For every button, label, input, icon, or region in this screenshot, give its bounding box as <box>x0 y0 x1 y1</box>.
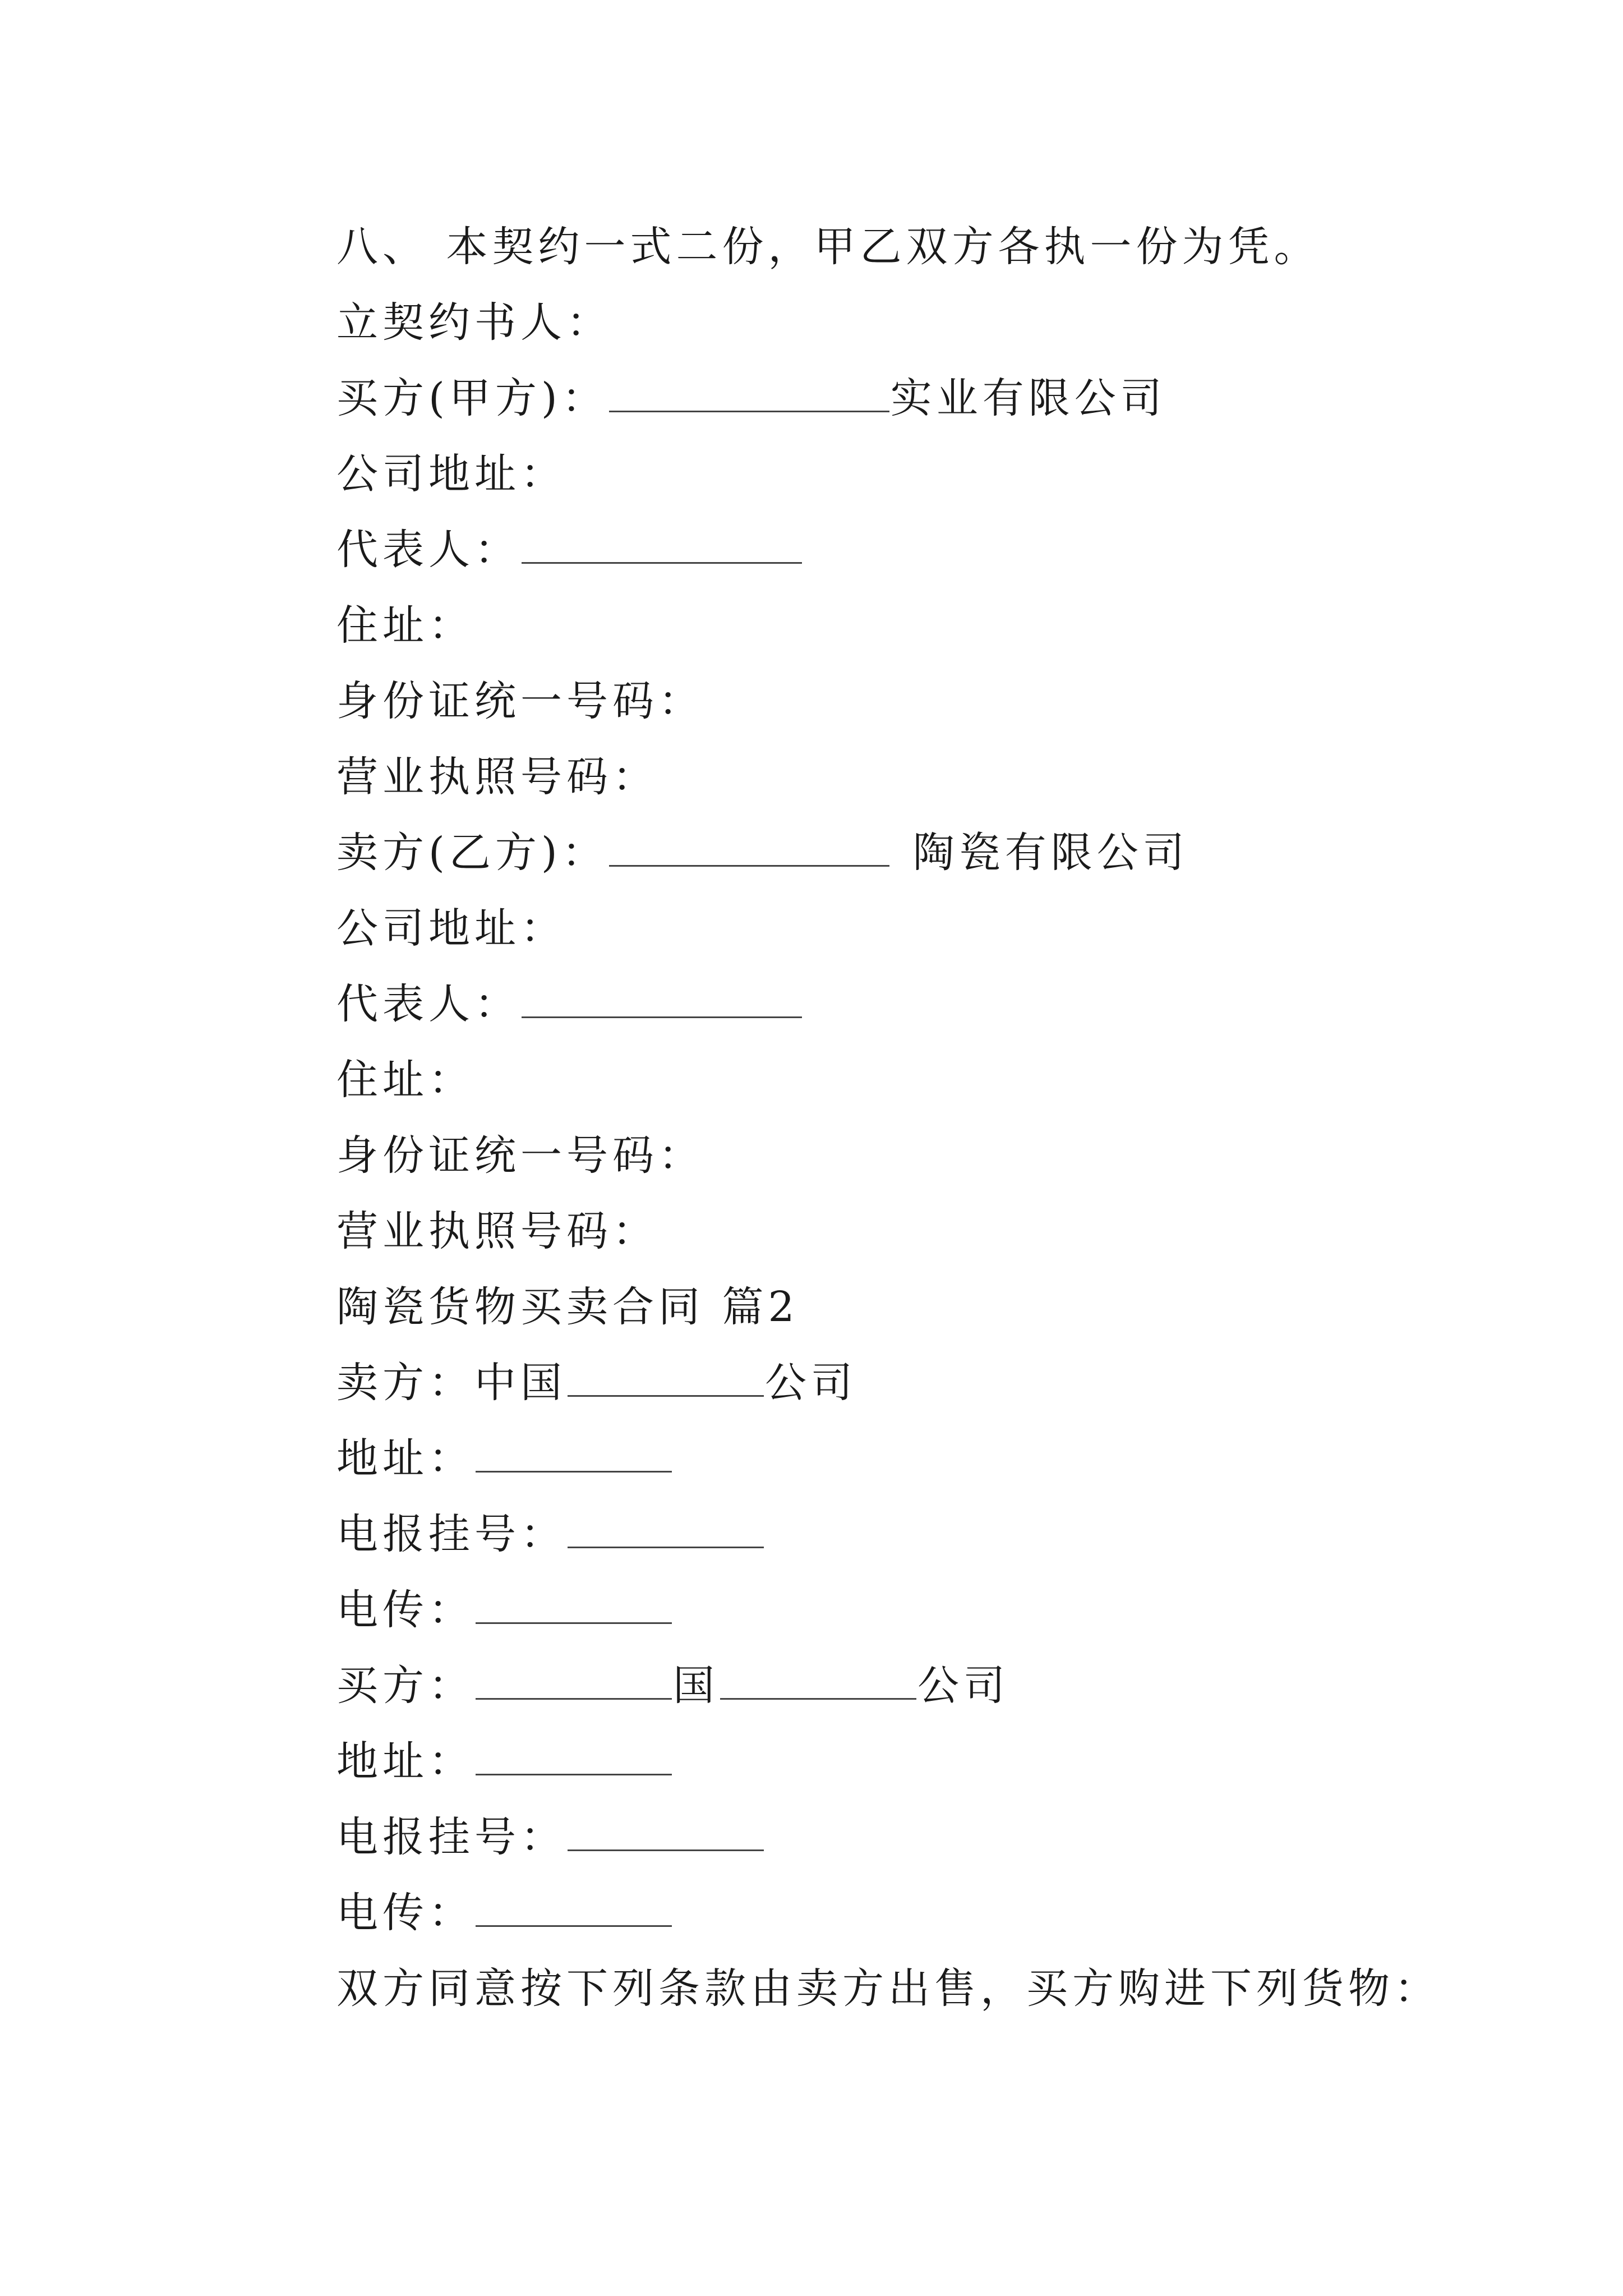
buyer-id-label: 身份证统一号码： <box>336 677 704 725</box>
buyer-2-telex-label: 电传： <box>336 1889 474 1937</box>
seller-license-label: 营业执照号码： <box>336 1207 658 1255</box>
seller-license-line <box>336 1198 658 1265</box>
seller-2-line <box>336 1349 857 1416</box>
seller-party-suffix: 陶瓷有限公司 <box>912 829 1189 877</box>
buyer-2-cable-label: 电报挂号： <box>336 1813 566 1861</box>
seller-address-line <box>336 895 566 962</box>
buyer-2-line <box>336 1652 1009 1719</box>
buyer-2-cable-line <box>336 1803 765 1871</box>
buyer-residence-label: 住址： <box>336 601 474 650</box>
buyer-residence-line <box>336 592 474 659</box>
seller-name-blank <box>609 831 889 867</box>
signatories-heading <box>336 289 612 356</box>
buyer-2-cable-blank <box>568 1816 764 1851</box>
buyer-2-telex-line <box>336 1879 673 1947</box>
seller-2-address-label: 地址： <box>336 1434 474 1483</box>
buyer-2-address-label: 地址： <box>336 1737 474 1786</box>
seller-2-cable-line <box>336 1501 765 1568</box>
buyer-license-line <box>336 743 658 811</box>
seller-2-telex-label: 电传： <box>336 1586 474 1634</box>
seller-residence-line <box>336 1046 474 1114</box>
seller-representative-blank <box>522 983 802 1018</box>
buyer-party-label: 买方(甲方)： <box>336 374 608 422</box>
buyer-2-country-blank <box>476 1664 672 1700</box>
buyer-2-telex-blank <box>476 1892 672 1927</box>
seller-representative-label: 代表人： <box>336 980 520 1028</box>
buyer-address-line <box>336 440 566 508</box>
buyer-2-label: 买方： <box>336 1662 474 1710</box>
contract-2-title-text: 陶瓷货物买卖合同 篇2 <box>336 1283 799 1331</box>
seller-id-label: 身份证统一号码： <box>336 1131 704 1180</box>
seller-party-label: 卖方(乙方)： <box>336 829 608 877</box>
buyer-party-line <box>336 365 1166 432</box>
buyer-name-blank <box>609 377 889 412</box>
buyer-2-address-line <box>336 1728 673 1795</box>
buyer-address-label: 公司地址： <box>336 450 566 498</box>
seller-2-name-blank <box>568 1361 764 1397</box>
buyer-2-address-blank <box>476 1740 672 1775</box>
seller-representative-line <box>336 970 803 1038</box>
agreement-statement-text: 双方同意按下列条款由卖方出售，买方购进下列货物： <box>336 1964 1440 2013</box>
signatories-heading-text: 立契约书人： <box>336 298 612 347</box>
seller-2-address-line <box>336 1425 673 1492</box>
clause-8 <box>336 213 1320 280</box>
clause-8-text: 八、 本契约一式二份，甲乙双方各执一份为凭。 <box>336 223 1320 271</box>
buyer-representative-blank <box>522 528 802 564</box>
seller-2-address-blank <box>476 1437 672 1473</box>
seller-2-cable-blank <box>568 1513 764 1548</box>
buyer-id-line <box>336 668 704 735</box>
seller-2-telex-line <box>336 1576 673 1644</box>
seller-2-telex-blank <box>476 1589 672 1624</box>
seller-id-line <box>336 1122 704 1189</box>
buyer-representative-line <box>336 516 803 583</box>
contract-2-title <box>336 1273 799 1341</box>
agreement-statement <box>336 1955 1440 2022</box>
buyer-2-name-blank <box>720 1664 916 1700</box>
seller-address-label: 公司地址： <box>336 904 566 953</box>
seller-2-suffix: 公司 <box>765 1359 857 1407</box>
seller-2-label: 卖方：中国 <box>336 1359 566 1407</box>
buyer-2-suffix: 公司 <box>917 1662 1009 1710</box>
buyer-license-label: 营业执照号码： <box>336 753 658 801</box>
seller-2-cable-label: 电报挂号： <box>336 1510 566 1558</box>
seller-party-line <box>336 819 1189 886</box>
buyer-party-suffix: 实业有限公司 <box>890 374 1166 422</box>
seller-residence-label: 住址： <box>336 1056 474 1104</box>
buyer-representative-label: 代表人： <box>336 526 520 574</box>
buyer-2-country-suffix: 国 <box>673 1662 719 1710</box>
